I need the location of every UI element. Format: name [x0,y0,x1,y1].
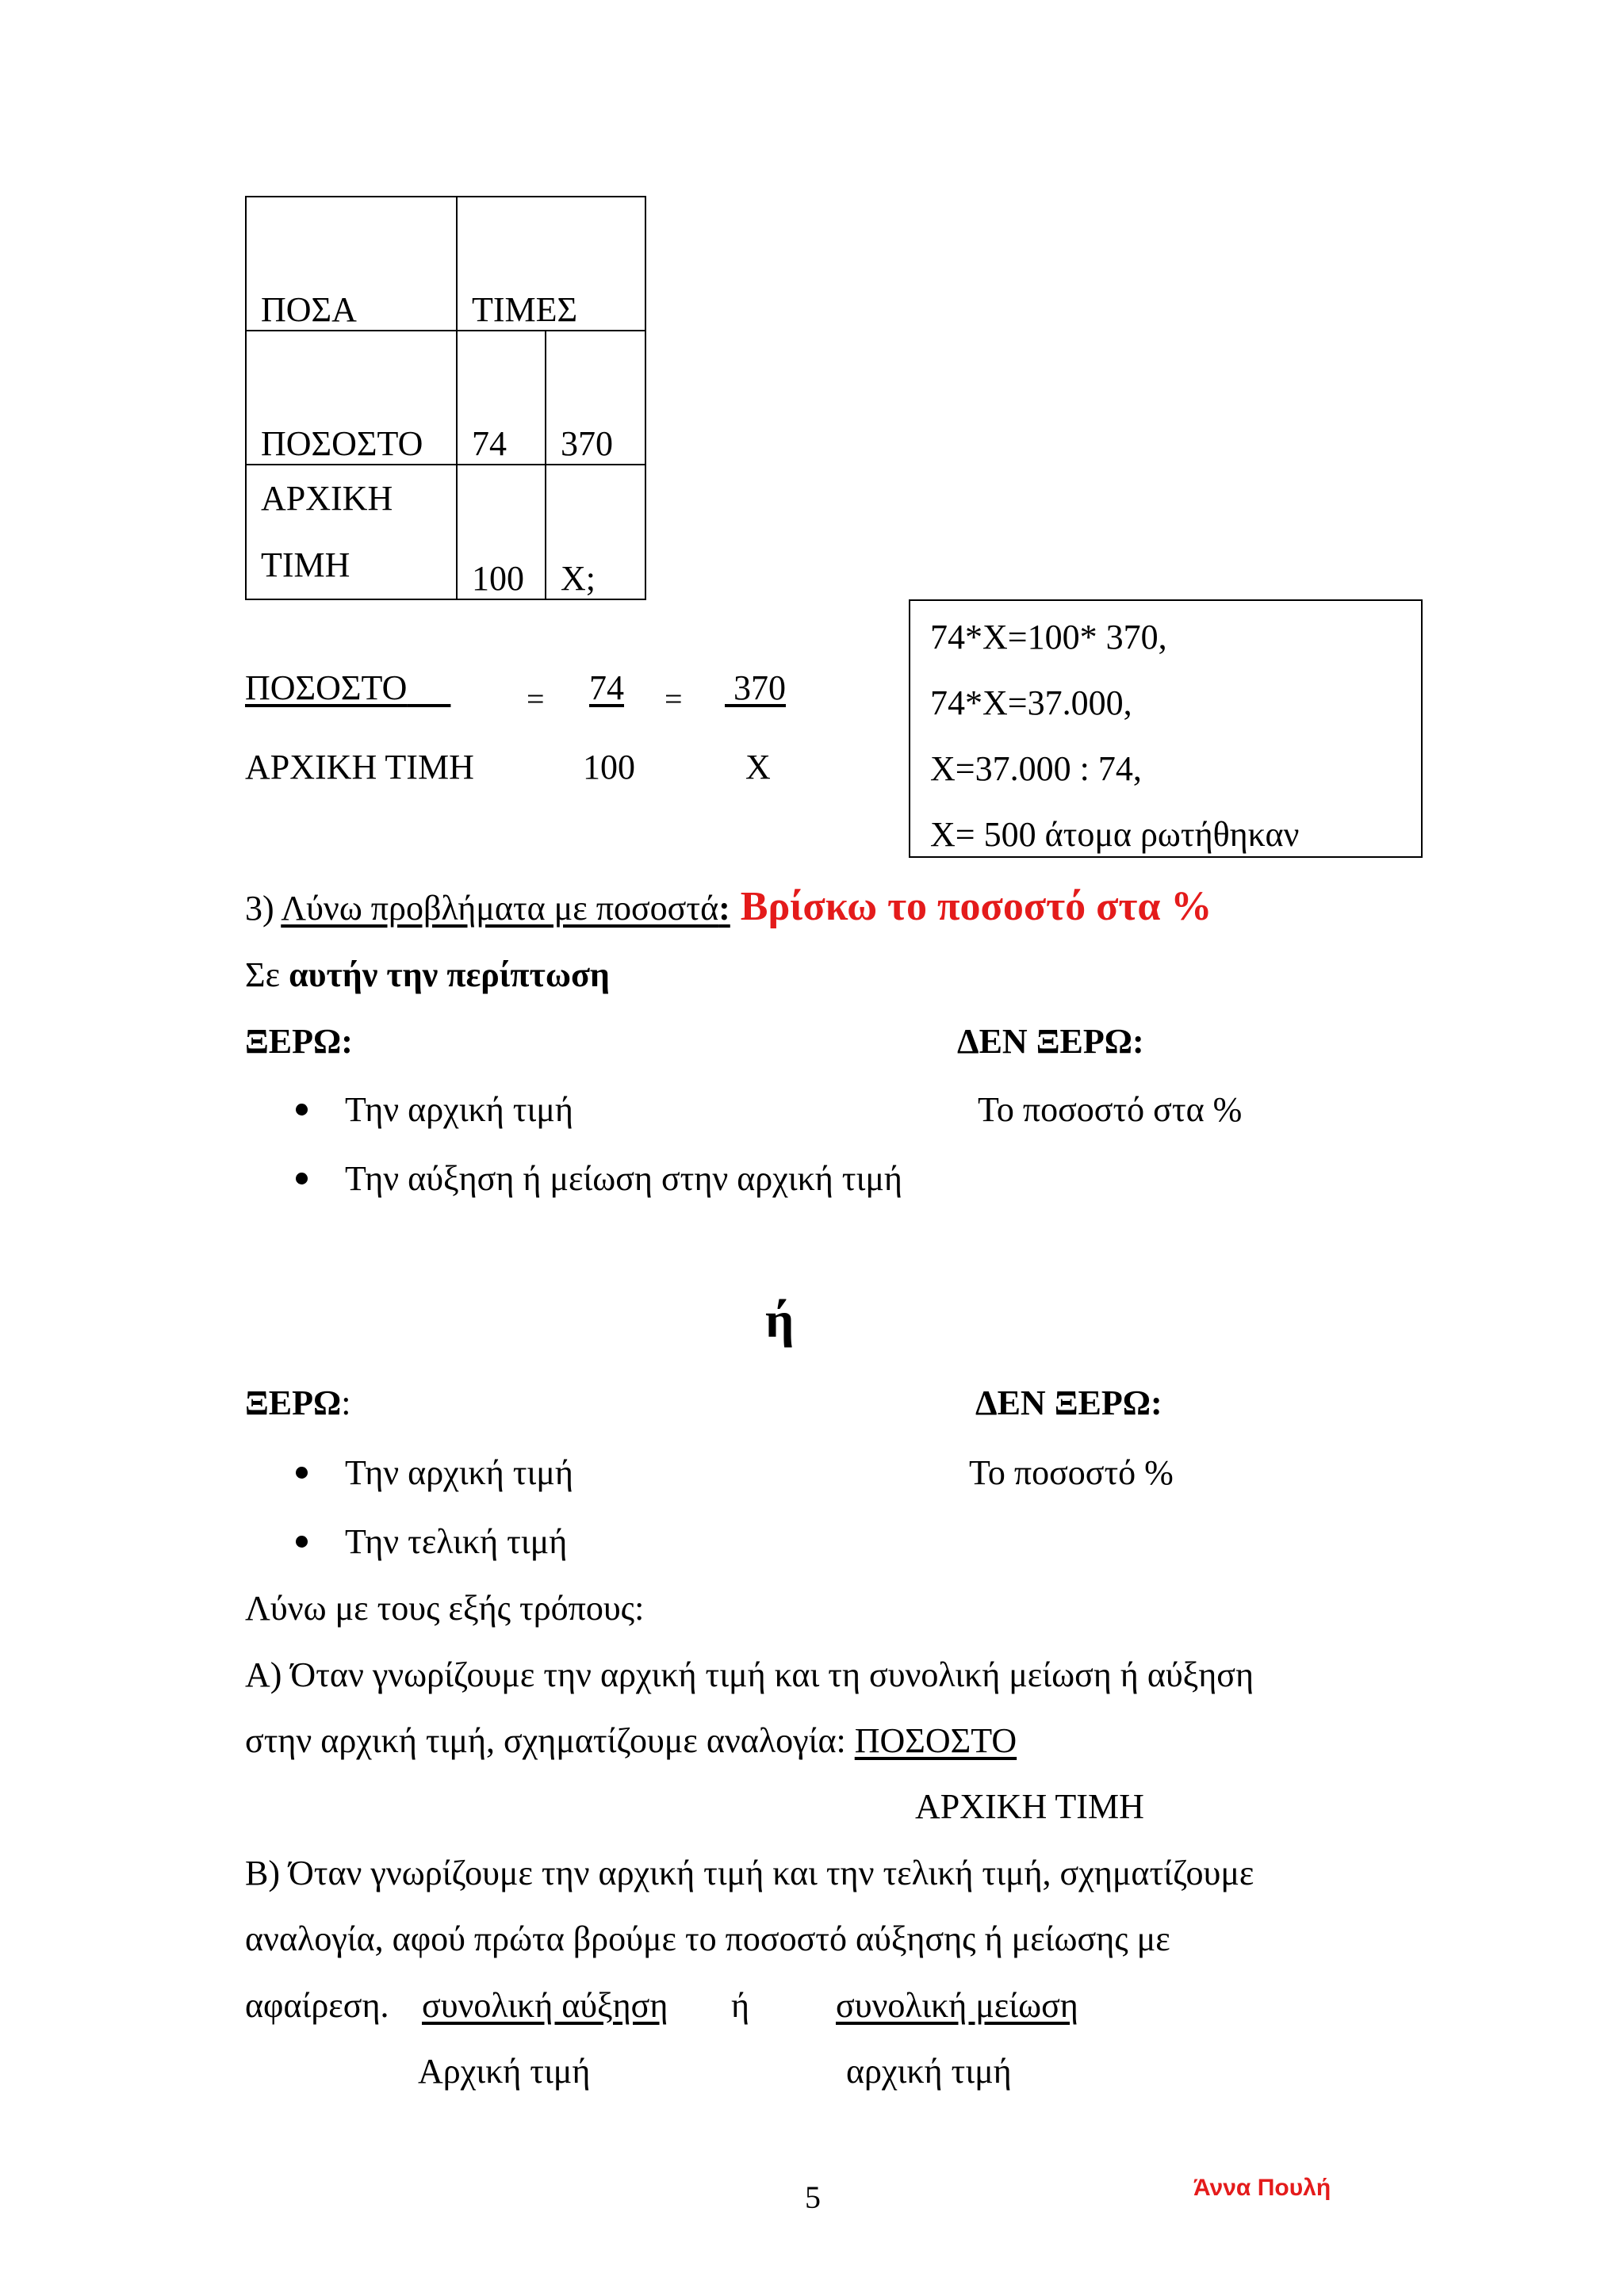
table-cell: 74 [457,331,546,465]
case-intro: Σε αυτήν την περίπτωση [245,955,610,994]
list-item: Την αρχική τιμή [345,1090,573,1129]
or-separator: ή [765,1292,795,1348]
calculation-box [909,599,1423,858]
method-b-text: αναλογία, αφού πρώτα βρούμε το ποσοστό αύξησης ή μείωσης με [245,1919,1170,1958]
method-a-text: στην αρχική τιμή, σχηματίζουμε αναλογία: ΠΟΣΟΣΤΟ [245,1721,1017,1760]
method-b-numerator-increase: συνολική αύξηση [422,1986,668,2025]
quantities-table [245,196,646,600]
table-row-percent-label: ΠΟΣΟΣΤΟ [246,331,457,465]
dont-know-label: ΔΕΝ ΞΕΡΩ: [957,1022,1144,1061]
calc-line: 74*Χ=37.000, [930,683,1132,722]
list-item: Την αύξηση ή μείωση στην αρχική τιμή [345,1159,902,1198]
method-b-text: αφαίρεση. [245,1986,389,2025]
proportion-num1: 74 [589,668,624,707]
unknown-value: Το ποσοστό % [969,1453,1174,1492]
method-b-or: ή [731,1986,750,2025]
method-b-numerator-decrease: συνολική μείωση [836,1986,1078,2025]
method-b-text: Β) Όταν γνωρίζουμε την αρχική τιμή και την τελική τιμή, σχηματίζουμε [245,1854,1254,1892]
table-cell: Χ; [546,465,645,599]
dont-know-label: ΔΕΝ ΞΕΡΩ: [975,1383,1162,1422]
table-header-quantities: ΠΟΣΑ [246,197,457,331]
bullet-icon [296,1536,308,1548]
methods-intro: Λύνω με τους εξής τρόπους: [245,1589,645,1628]
proportion-den2: Χ [745,748,771,786]
author-name: Άννα Πουλή [1193,2175,1331,2201]
know-label: ΞΕΡΩ: [245,1022,353,1061]
section-highlight: Βρίσκω το ποσοστό στα % [730,884,1212,929]
bullet-icon [296,1104,308,1115]
calc-line: 74*Χ=100* 370, [930,618,1167,656]
table-row-initial-label: ΑΡΧΙΚΗ ΤΙΜΗ [246,465,457,599]
method-a-denominator: ΑΡΧΙΚΗ ΤΙΜΗ [915,1787,1144,1826]
table-cell: 370 [546,331,645,465]
know-label: ΞΕΡΩ: [245,1383,351,1422]
proportion-denominator-label: ΑΡΧΙΚΗ ΤΙΜΗ [245,748,474,786]
list-item: Την τελική τιμή [345,1522,568,1561]
section-heading: 3) Λύνω προβλήματα με ποσοστά: Βρίσκω το ποσοστό στα % [245,884,1212,929]
bullet-icon [296,1467,308,1479]
unknown-value: Το ποσοστό στα % [978,1090,1243,1129]
page-number: 5 [805,2179,821,2215]
bullet-icon [296,1173,308,1184]
method-b-denominator-decrease: αρχική τιμή [846,2052,1012,2091]
table-header-values: ΤΙΜΕΣ [457,197,645,331]
proportion-numerator-label: ΠΟΣΟΣΤΟ [245,668,408,707]
calc-line: Χ=37.000 : 74, [930,749,1142,788]
method-a-numerator: ΠΟΣΟΣΤΟ [854,1721,1017,1760]
equals-sign: = [665,681,683,717]
equals-sign: = [527,681,545,717]
method-a-text: Α) Όταν γνωρίζουμε την αρχική τιμή και τη συνολική μείωση ή αύξηση [245,1655,1254,1694]
calc-line: Χ= 500 άτομα ρωτήθηκαν [930,815,1300,854]
proportion-den1: 100 [583,748,635,786]
proportion-num2: 370 [733,668,786,707]
method-b-denominator-increase: Αρχική τιμή [418,2052,591,2091]
list-item: Την αρχική τιμή [345,1453,573,1492]
table-cell: 100 [457,465,546,599]
